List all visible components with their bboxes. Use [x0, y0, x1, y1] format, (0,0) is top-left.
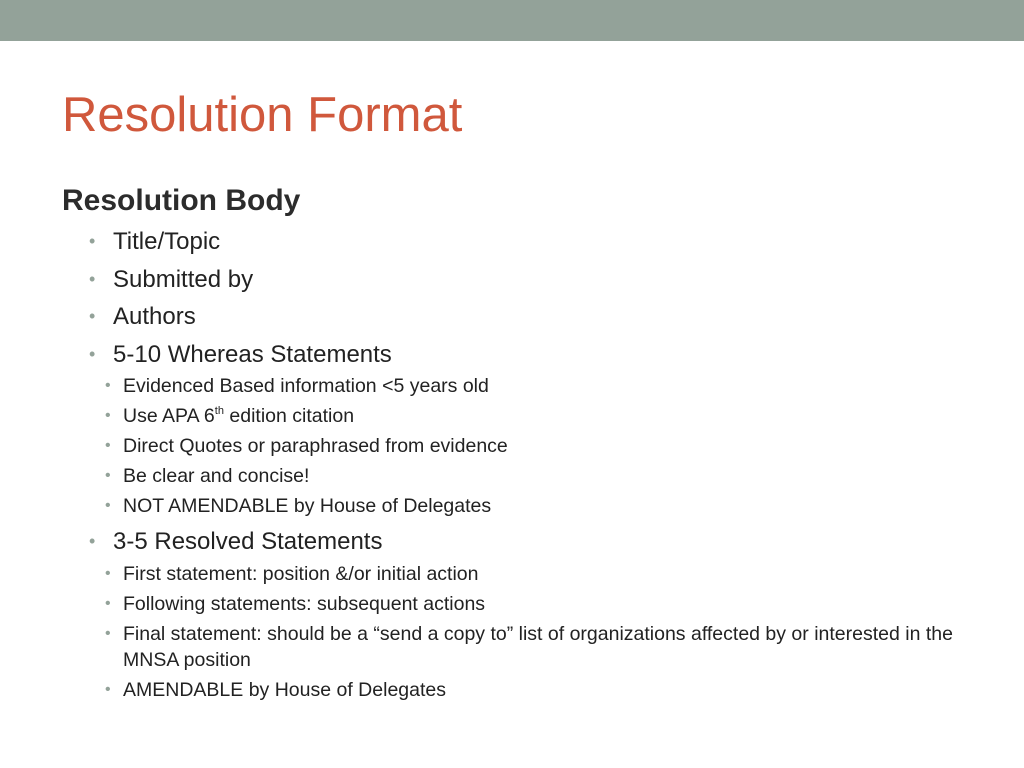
- superscript-text: th: [214, 404, 224, 417]
- bullet-icon: •: [89, 268, 96, 289]
- sub-bullet-icon: •: [105, 624, 111, 642]
- top-band: [0, 0, 1024, 41]
- list-item-text: Submitted by: [113, 265, 254, 293]
- sub-list-item: [62, 677, 982, 703]
- sub-bullet-icon: •: [105, 437, 111, 454]
- list-item: [62, 523, 982, 561]
- sub-bullet-icon: •: [105, 497, 111, 514]
- sub-list-item-text: Evidenced Based information <5 years old: [123, 375, 489, 397]
- sub-list-item-text: Be clear and concise!: [123, 465, 310, 487]
- sub-bullet-list: [62, 561, 982, 703]
- sub-list-item-text: First statement: position &/or initial action: [123, 562, 479, 585]
- sub-list-item-text: Use APA 6: [123, 405, 215, 427]
- sub-list-item: [62, 403, 982, 429]
- list-item-text: 5-10 Whereas Statements: [113, 340, 392, 368]
- sub-list-item: [62, 591, 982, 617]
- sub-bullet-icon: •: [105, 594, 111, 612]
- sub-bullet-icon: •: [105, 680, 111, 698]
- list-item-text: Title/Topic: [113, 228, 221, 255]
- bullet-icon: •: [89, 531, 96, 551]
- sub-list-item-text: Following statements: subsequent actions: [123, 592, 486, 615]
- bullet-list: [62, 223, 982, 373]
- section-heading: Resolution Body: [62, 184, 301, 217]
- bullet-icon: •: [89, 343, 96, 364]
- bullet-icon: •: [89, 231, 96, 251]
- slide-title: Resolution Format: [62, 88, 463, 142]
- sub-list-item-text: AMENDABLE by House of Delegates: [123, 678, 446, 701]
- sub-bullet-list: [62, 373, 982, 519]
- list-item-text: Authors: [113, 303, 196, 330]
- sub-list-item-text: NOT AMENDABLE by House of Delegates: [123, 495, 492, 517]
- sub-list-item-text: Final statement: should be a “send a copy to” list of organizations affected by or interested in the MNSA position: [123, 622, 953, 671]
- list-item: [62, 336, 982, 374]
- sub-list-item: [62, 561, 982, 587]
- list-item: [62, 223, 982, 261]
- sub-bullet-icon: •: [105, 467, 111, 484]
- list-item-text: 3-5 Resolved Statements: [113, 528, 383, 555]
- list-item: [62, 261, 982, 299]
- bullet-icon: •: [89, 306, 96, 326]
- sub-bullet-icon: •: [105, 564, 111, 582]
- sub-list-item: [62, 621, 982, 673]
- list-item: [62, 298, 982, 336]
- sub-bullet-icon: •: [105, 377, 111, 394]
- sub-list-item: [62, 493, 982, 519]
- sub-bullet-icon: •: [105, 407, 111, 424]
- sub-list-item: [62, 463, 982, 489]
- sub-list-item-text: Direct Quotes or paraphrased from evidence: [123, 435, 508, 457]
- sub-list-item: [62, 373, 982, 399]
- slide-body: [62, 181, 982, 707]
- bullet-list: [62, 523, 982, 561]
- sub-list-item-text-continued: edition citation: [223, 405, 355, 427]
- sub-list-item: [62, 433, 982, 459]
